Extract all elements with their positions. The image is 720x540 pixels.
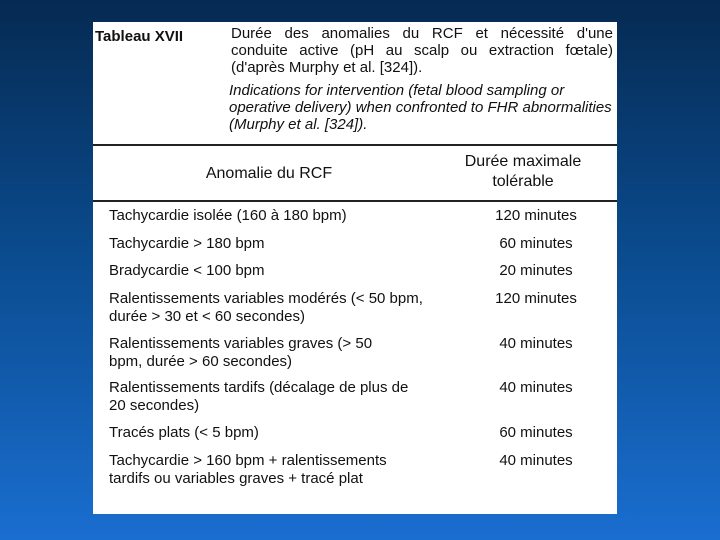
top-rule: [93, 144, 617, 146]
col-header-anomaly: Anomalie du RCF: [205, 165, 333, 182]
duration-cell: 60 minutes: [499, 235, 573, 252]
anomaly-cell: Ralentissements variables modérés (< 50 bpm, durée > 30 et < 60 secondes): [109, 290, 423, 325]
duration-cell: 40 minutes: [499, 452, 573, 469]
anomaly-cell: Ralentissements variables graves (> 50 bpm, durée > 60 secondes): [109, 335, 373, 370]
anomaly-cell: Tracés plats (< 5 bpm): [109, 424, 259, 441]
table-sheet: [93, 22, 617, 514]
french-title: Durée des anomalies du RCF et nécessité d'une conduite active (pH au scalp ou extraction fœtale) (d'après Murphy et al. [324]).: [231, 25, 613, 76]
duration-cell: 120 minutes: [495, 290, 577, 307]
duration-cell: 60 minutes: [499, 424, 573, 441]
anomaly-cell: Tachycardie > 160 bpm + ralentissements tardifs ou variables graves + tracé plat: [109, 452, 387, 487]
english-title: Indications for intervention (fetal blood sampling or operative delivery) when confronted to FHR abnormalities (Murphy et al. [324]).: [229, 82, 612, 133]
col-header-duration: Durée maximale tolérable: [464, 153, 582, 190]
table-caption: [93, 22, 617, 134]
anomaly-cell: Bradycardie < 100 bpm: [109, 262, 265, 279]
table-label: Tableau XVII: [95, 28, 184, 45]
anomaly-cell: Ralentissements tardifs (décalage de plus de 20 secondes): [109, 379, 409, 414]
header-rule: [93, 200, 617, 202]
duration-cell: 120 minutes: [495, 207, 577, 224]
anomaly-cell: Tachycardie > 180 bpm: [109, 235, 265, 252]
anomaly-cell: Tachycardie isolée (160 à 180 bpm): [109, 207, 347, 224]
duration-cell: 40 minutes: [499, 335, 573, 352]
duration-cell: 40 minutes: [499, 379, 573, 396]
duration-cell: 20 minutes: [499, 262, 573, 279]
